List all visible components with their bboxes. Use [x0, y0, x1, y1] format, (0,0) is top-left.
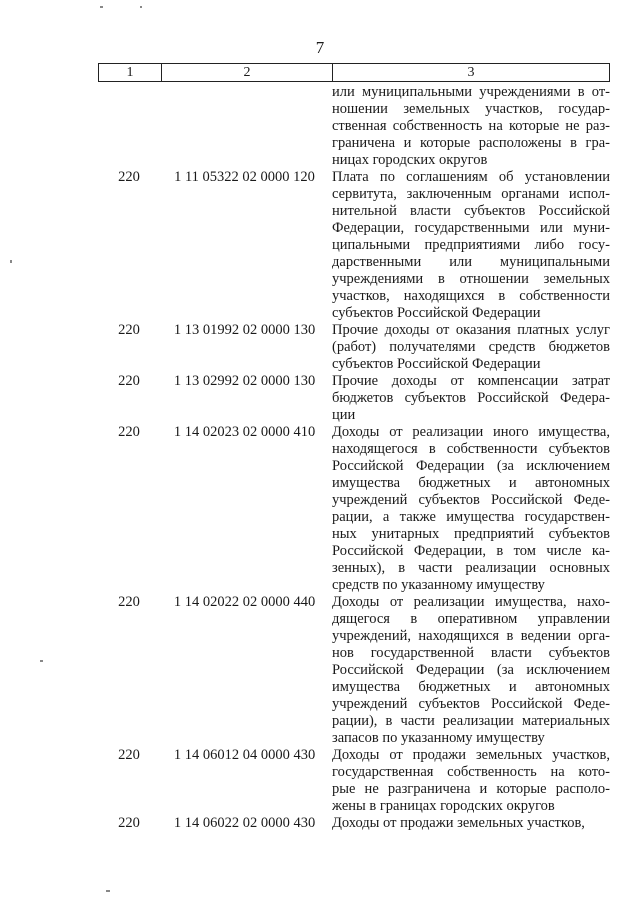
- description-line: запасов по указанному имуществу: [332, 730, 545, 746]
- table-row: [0, 169, 640, 322]
- description-line: нов государственной власти субъектов: [332, 645, 610, 661]
- description-line: ципальными предприятиями либо госу-: [332, 237, 610, 253]
- revenue-code: 1 14 02023 02 0000 410: [173, 424, 316, 440]
- description-line: учреждений субъектов Российской Феде-: [332, 492, 610, 508]
- description-line: дарственными или муниципальными: [332, 254, 610, 270]
- admin-code: 220: [118, 815, 140, 831]
- description-line: имущества бюджетных и автономных: [332, 679, 610, 695]
- column-header-3: 3: [333, 64, 610, 82]
- description-line: сервитута, заключенным органами испол-: [332, 186, 610, 202]
- table-row: [0, 322, 640, 373]
- description-line: участков, находящихся в собственности: [332, 288, 610, 304]
- table-row: [0, 424, 640, 594]
- revenue-description: [332, 169, 610, 322]
- revenue-description: [332, 322, 610, 373]
- description-line: ственная собственность на которые не раз-: [332, 118, 610, 134]
- description-line: субъектов Российской Федерации: [332, 305, 541, 321]
- description-line: (работ) получателями средств бюджетов: [332, 339, 610, 355]
- description-line: рации), в части реализации материальных: [332, 713, 610, 729]
- revenue-code: 1 14 06022 02 0000 430: [173, 815, 316, 831]
- description-line: зенных), в части реализации основных: [332, 560, 610, 576]
- description-line: рые не разграничена и которые располо-: [332, 781, 610, 797]
- admin-code: 220: [118, 747, 140, 763]
- description-line: Доходы от реализации имущества, нахо-: [332, 594, 610, 610]
- description-line: или муниципальными учреждениями в от-: [332, 84, 610, 100]
- revenue-code: 1 13 01992 02 0000 130: [173, 322, 316, 338]
- description-line: учреждений, находящихся в ведении орга-: [332, 628, 610, 644]
- admin-code: 220: [118, 322, 140, 338]
- admin-code: 220: [118, 594, 140, 610]
- description-line: Российской Федерации, в том числе ка-: [332, 543, 610, 559]
- description-line: ношении земельных участков, государ-: [332, 101, 610, 117]
- description-line: Доходы от реализации иного имущества,: [332, 424, 610, 440]
- table-row: [0, 815, 640, 832]
- admin-code: 220: [118, 424, 140, 440]
- description-line: граничена и которые расположены в гра-: [332, 135, 610, 151]
- table-row: [0, 373, 640, 424]
- description-line: нительной власти субъектов Российской: [332, 203, 610, 219]
- revenue-description: [332, 424, 610, 594]
- description-line: бюджетов субъектов Российской Федера-: [332, 390, 610, 406]
- page-number: 7: [315, 38, 325, 57]
- description-line: государственная собственность на кото-: [332, 764, 610, 780]
- table-body: [0, 84, 640, 832]
- revenue-description: [332, 594, 610, 747]
- description-line: учреждениями в отношении земельных: [332, 271, 610, 287]
- table-row: [0, 747, 640, 815]
- revenue-description: [332, 373, 610, 424]
- table-row: [0, 594, 640, 747]
- admin-code: 220: [118, 169, 140, 185]
- table-row: [0, 84, 640, 169]
- description-line: ных унитарных предприятий субъектов: [332, 526, 610, 542]
- description-line: Доходы от продажи земельных участков,: [332, 747, 610, 763]
- description-line: субъектов Российской Федерации: [332, 356, 541, 372]
- description-line: жены в границах городских округов: [332, 798, 555, 814]
- revenue-code: 1 14 02022 02 0000 440: [173, 594, 316, 610]
- description-line: рации, а также имущества государствен-: [332, 509, 610, 525]
- description-line: средств по указанному имуществу: [332, 577, 545, 593]
- column-header-2: 2: [162, 64, 333, 82]
- column-header-1: 1: [99, 64, 162, 82]
- description-line: Доходы от продажи земельных участков,: [332, 815, 585, 831]
- column-header-table: [98, 63, 610, 82]
- description-line: находящегося в собственности субъектов: [332, 441, 610, 457]
- scan-speck: [100, 6, 103, 8]
- admin-code: 220: [118, 373, 140, 389]
- revenue-code: 1 13 02992 02 0000 130: [173, 373, 316, 389]
- description-line: ницах городских округов: [332, 152, 488, 168]
- description-line: учреждений субъектов Российской Феде-: [332, 696, 610, 712]
- revenue-description: [332, 815, 610, 832]
- revenue-description: [332, 747, 610, 815]
- description-line: Прочие доходы от компенсации затрат: [332, 373, 610, 389]
- scan-speck: [140, 6, 142, 8]
- scan-speck: [10, 260, 12, 263]
- description-line: имущества бюджетных и автономных: [332, 475, 610, 491]
- description-line: Российской Федерации (за исключением: [332, 662, 610, 678]
- revenue-description: [332, 84, 610, 169]
- scan-speck: [40, 660, 43, 662]
- description-line: Плата по соглашениям об установлении: [332, 169, 610, 185]
- scan-speck: [106, 890, 110, 892]
- description-line: ции: [332, 407, 356, 423]
- revenue-code: 1 11 05322 02 0000 120: [174, 169, 315, 185]
- description-line: Российской Федерации (за исключением: [332, 458, 610, 474]
- description-line: дящегося в оперативном управлении: [332, 611, 610, 627]
- revenue-code: 1 14 06012 04 0000 430: [173, 747, 316, 763]
- description-line: Прочие доходы от оказания платных услуг: [332, 322, 610, 338]
- description-line: Федерации, государственными или муни-: [332, 220, 610, 236]
